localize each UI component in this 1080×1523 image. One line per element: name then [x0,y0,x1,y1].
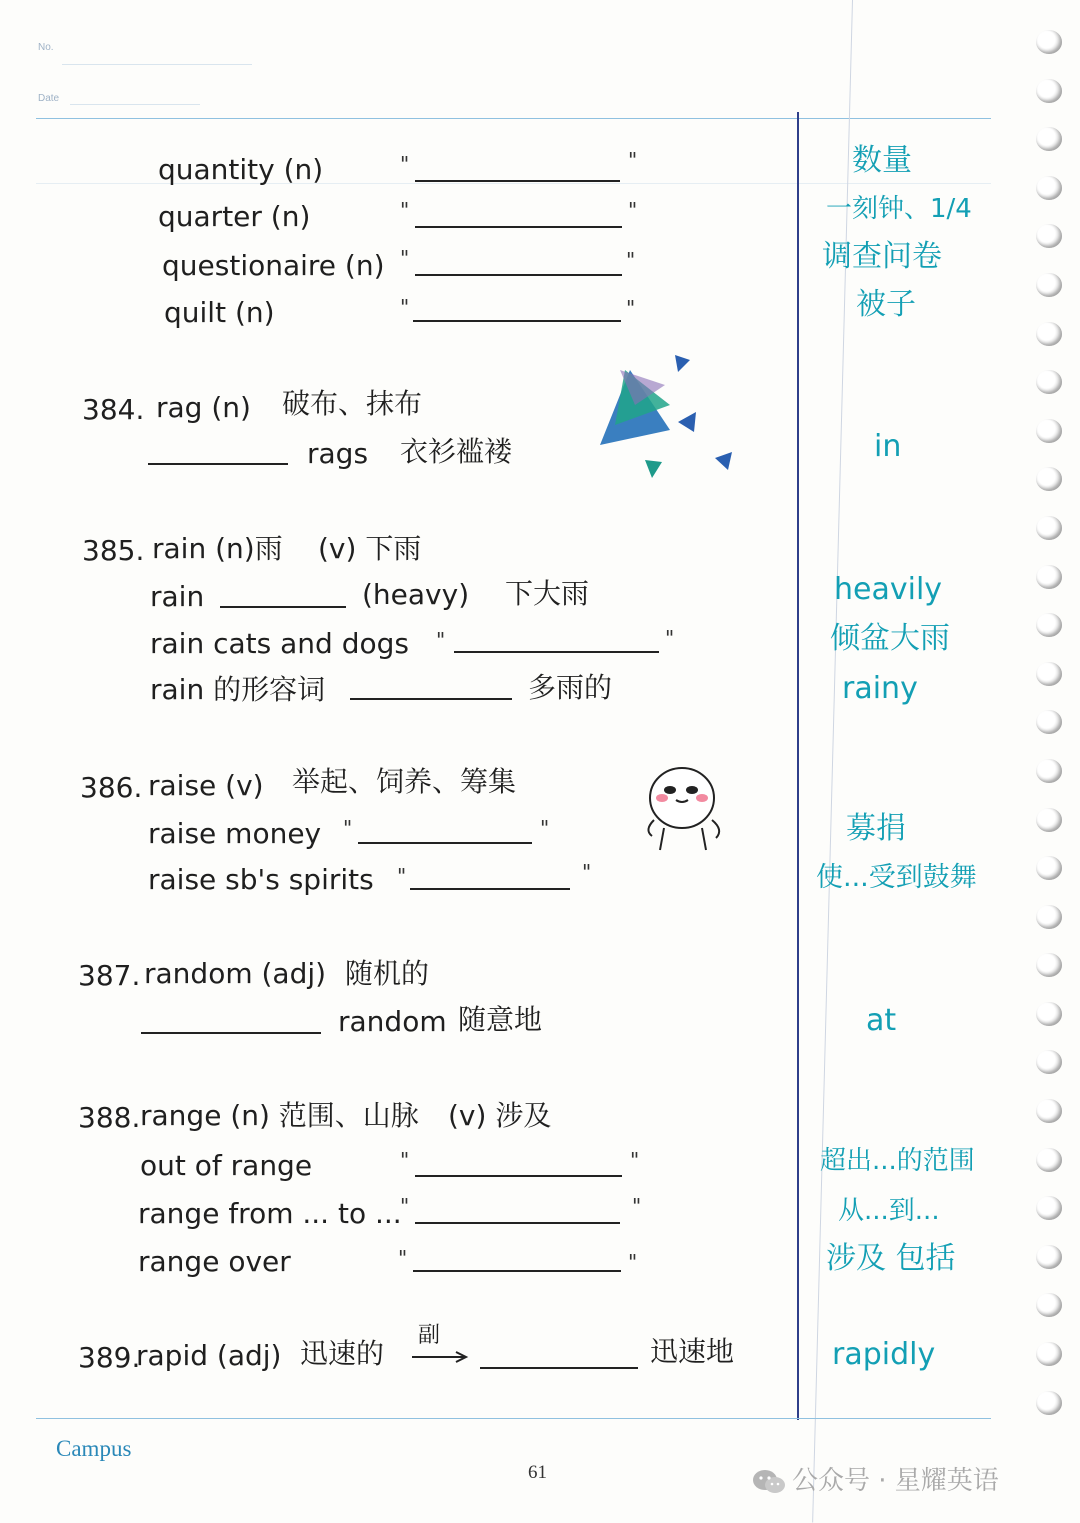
line-hint: (heavy) [362,578,470,611]
date-line [70,104,200,105]
no-line [62,64,252,65]
answer: 一刻钟、1/4 [826,194,972,224]
line-phrase: range from ... to ... [138,1197,402,1230]
blank-line [454,651,659,653]
blank-line [415,180,620,182]
entry-result: 迅速地 [650,1335,735,1368]
blank-line [148,463,288,465]
blank-line [141,1032,321,1034]
top-rule [36,118,991,119]
entry-number: 387. [78,959,141,992]
answer: 被子 [856,287,916,322]
entry-phrase: random [338,1005,447,1038]
entry-questionaire: questionaire (n) [162,249,385,282]
line-phrase: rain 的形容词 [150,673,326,706]
arrow-right-icon [410,1350,470,1364]
no-label: No. [38,42,54,53]
watermark [752,1460,999,1497]
entry-verb: (v) 下雨 [318,532,422,565]
entry-phrase: rags [307,437,369,470]
line-phrase: rain cats and dogs [150,627,409,660]
answer: 超出...的范围 [820,1146,975,1176]
blank-line [480,1367,638,1369]
entry-word: range (n) 范围、山脉 [140,1099,419,1132]
answer: 募捐 [846,811,906,846]
answer: rapidly [832,1337,936,1372]
blank-line [415,274,622,276]
entry-number: 388. [78,1101,141,1134]
blank-line [415,1222,620,1224]
answer-margin-line [797,112,799,1420]
answer: 涉及 包括 [826,1241,956,1276]
line-word: rain [150,580,205,613]
entry-phrase-meaning: 随意地 [458,1003,543,1036]
blank-line [413,320,621,322]
blank-line [415,1175,622,1177]
line-phrase: out of range [140,1149,313,1182]
brand-logo: Campus [56,1436,132,1461]
entry-quarter: quarter (n) [158,200,311,233]
entry-phrase-meaning: 衣衫褴褛 [400,435,513,468]
blank-line [415,226,622,228]
entry-quilt: quilt (n) [164,296,275,329]
blank-line [410,888,570,890]
answer: in [874,429,902,464]
line-phrase: raise sb's spirits [148,863,374,896]
entry-number: 384. [82,393,145,426]
arrow-label: 副 [418,1323,441,1348]
entry-word: rapid (adj) [136,1339,282,1372]
blank-line [358,842,532,844]
cartoon-face-icon [640,760,740,860]
blank-line [413,1270,621,1272]
blank-line [220,606,346,608]
answer: rainy [842,671,918,706]
entry-word: random (adj) [144,957,327,990]
entry-number: 386. [80,771,143,804]
line-meaning: 多雨的 [528,671,613,704]
answer: 数量 [852,143,912,178]
entry-word: raise (v) [148,769,264,802]
entry-meaning: 迅速的 [300,1337,385,1370]
answer: 使...受到鼓舞 [816,862,977,893]
bottom-rule [36,1418,991,1419]
page-crease [812,0,853,1522]
blank-line [350,698,512,700]
entry-verb: (v) 涉及 [448,1099,552,1132]
line-phrase: raise money [148,817,322,850]
page-number: 61 [528,1462,547,1483]
entry-word: rain (n)雨 [152,532,283,565]
entry-number: 389. [78,1341,141,1374]
date-label: Date [38,93,60,104]
entry-meaning: 举起、饲养、筹集 [292,765,517,798]
notebook-page: No. Date quantity (n) " " quarter (n) " " questionaire (n) " " quilt (n) " " 384. rag (n) 破布、抹布 rags 衣衫褴褛 385. rain (n)雨 (v) 下雨 rain (heavy) 下大雨 rain cats and dogs " " rain 的形容词 多雨的 386. raise (v) 举起、饲养、筹集 raise money " " raise sb's spirits " " 387. random (adj) 随机的 random 随意地 388. range (n) 范围、山脉 (v) 涉及 out of range " " range from ... to ... " " range over " " 389. rapid (adj) 迅速的 副 迅速地 数量 一刻钟、1/4 调查问卷 被子 in heavily 倾盆大雨 rainy 募捐 使...受到鼓舞 at 超出...的范围 从...到... 涉及 包括 rapidly Campus 61 公众号 · 星耀英语 [0,0,1080,1523]
entry-meaning: 随机的 [345,957,430,990]
spiral-binding [1036,30,1070,1439]
line-meaning: 下大雨 [505,577,590,610]
watermark-text: 公众号 · 星耀英语 [792,1466,999,1496]
entry-quantity: quantity (n) [158,153,324,186]
answer: 调查问卷 [822,239,942,274]
line-phrase: range over [138,1245,291,1278]
entry-number: 385. [82,534,145,567]
answer: 从...到... [838,1196,940,1226]
answer: heavily [834,572,943,607]
answer: at [866,1003,897,1038]
entry-meaning: 破布、抹布 [282,387,423,420]
triangle-decoration-icon [590,350,740,480]
entry-word: rag (n) [156,391,251,424]
wechat-icon [752,1468,786,1496]
answer: 倾盆大雨 [830,621,950,656]
